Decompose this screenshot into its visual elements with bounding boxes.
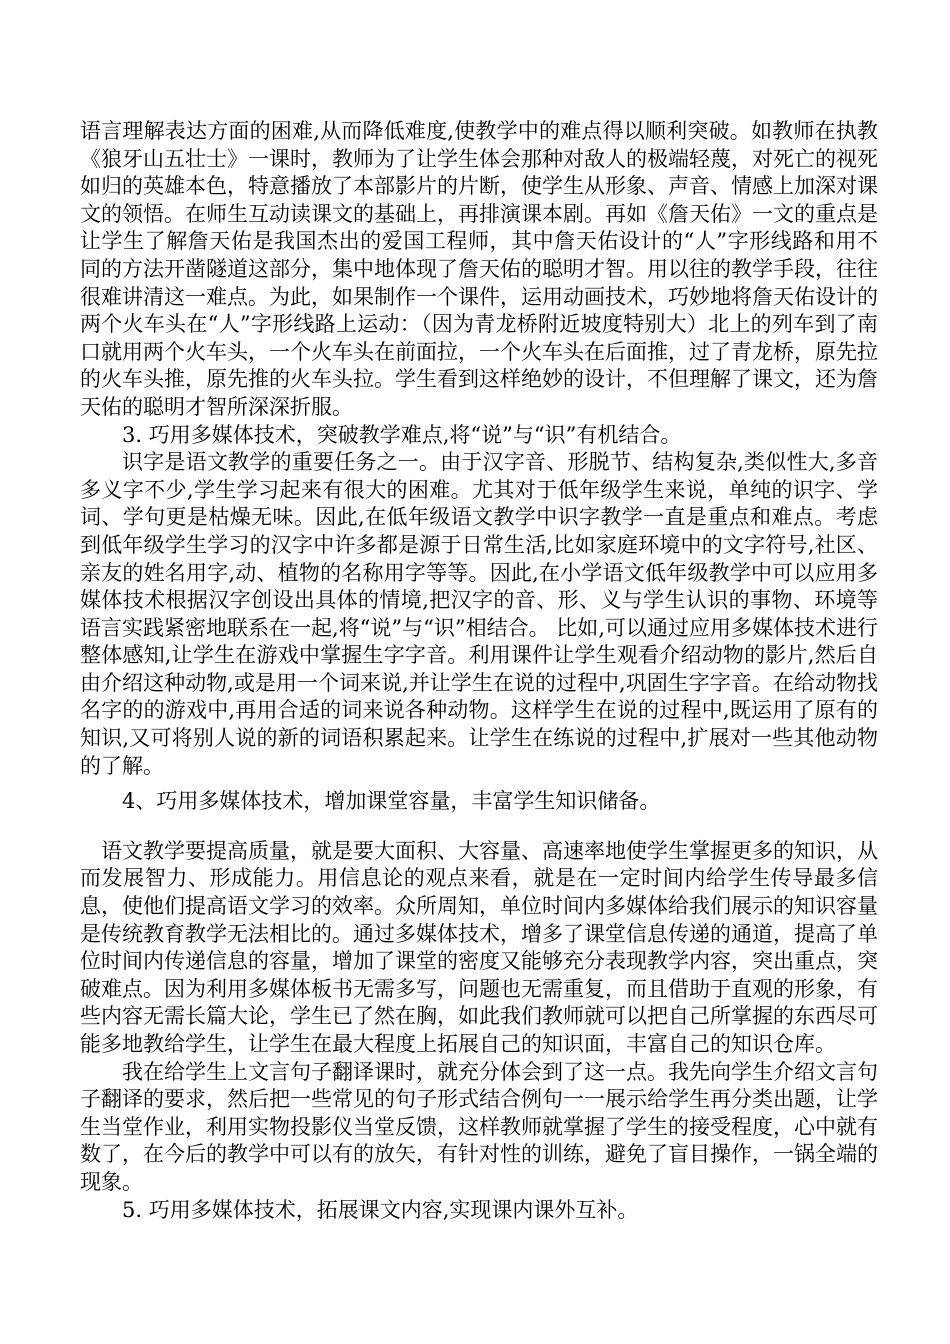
section-heading-3: 3. 巧用多媒体技术，突破教学难点,将“说”与“识”有机结合。	[122, 422, 682, 447]
paragraph-lunar-examples: 语言理解表达方面的困难,从而降低难度,使教学中的难点得以顺利突破。如教师在执教《狼牙山五壮士》一课时，教师为了让学生体会那种对敌人的极端轻蔑，对死亡的视死如归的英雄本色，特意播放了本部影片的片断，使学生从形象、声音、情感上加深对课文的领悟。在师生互动读课文的基础上，再排演课本剧。再如《詹天佑》一文的重点是让学生了解詹天佑是我国杰出的爱国工程师，其中詹天佑设计的“人”字形线路和用不同的方法开凿隧道这部分，集中地体现了詹天佑的聪明才智。用以往的教学手段，往往很难讲清这一难点。为此，如果制作一个课件，运用动画技术，巧妙地将詹天佑设计的两个火车头在“人”字形线路上运动：（因为青龙桥附近坡度特别大）北上的列车到了南口就用两个火车头，一个火车头在前面拉，一个火车头在后面推，过了青龙桥，原先拉的火车头推，原先推的火车头拉。学生看到这样绝妙的设计，不但理解了课文，还为詹天佑的聪明才智所深深折服。	[80, 119, 878, 419]
section-heading-5: 5. 巧用多媒体技术，拓展课文内容,实现课内课外互补。	[122, 1197, 639, 1222]
paragraph-capacity: 语文教学要提高质量，就是要大面积、大容量、高速率地使学生掌握更多的知识，从而发展智力、形成能力。用信息论的观点来看，就是在一定时间内给学生传导最多信息，使他们提高语文学习的效率。众所周知，单位时间内多媒体给我们展示的知识容量是传统教育教学无法相比的。通过多媒体技术，增多了课堂信息传递的通道，提高了单位时间内传递信息的容量，增加了课堂的密度又能够充分表现教学内容，突出重点，突破难点。因为利用多媒体板书无需多写，问题也无需重复，而且借助于直观的形象，有些内容无需长篇大论，学生已了然在胸，如此我们教师就可以把自己所掌握的东西尽可能多地教给学生，让学生在最大程度上拓展自己的知识面，丰富自己的知识仓库。	[80, 838, 878, 1056]
document-body	[80, 118, 878, 1224]
paragraph-literacy: 识字是语文教学的重要任务之一。由于汉字音、形脱节、结构复杂,类似性大,多音多义字不少,学生学习起来有很大的困难。尤其对于低年级学生来说，单纯的识字、学词、学句更是枯燥无味。因此,在低年级语文教学中识字教学一直是重点和难点。考虑到低年级学生学习的汉字中许多都是源于日常生活,比如家庭环境中的文字符号,社区、亲友的姓名用字,动、植物的名称用字等等。因此,在小学语文低年级教学中可以应用多媒体技术根据汉字创设出具体的情境,把汉字的音、形、义与学生认识的事物、环境等语言实践紧密地联系在一起,将“说”与“识”相结合。 比如,可以通过应用多媒体技术进行整体感知,让学生在游戏中掌握生字字音。利用课件让学生观看介绍动物的影片,然后自由介绍这种动物,或是用一个词来说,并让学生在说的过程中,巩固生字字音。在给动物找名字的的游戏中,再用合适的词来说各种动物。这样学生在说的过程中,既运用了原有的知识,又可将别人说的新的词语积累起来。让学生在练说的过程中,扩展对一些其他动物的了解。	[80, 450, 879, 778]
paragraph-classical-translation: 我在给学生上文言句子翻译课时，就充分体会到了这一点。我先向学生介绍文言句子翻译的要求，然后把一些常见的句子形式结合例句一一展示给学生再分类出题，让学生当堂作业，利用实物投影仪当堂反馈，这样教师就掌握了学生的接受程度，心中就有数了，在今后的教学中可以有的放矢，有针对性的训练，避免了盲目操作，一锅全端的现象。	[80, 1059, 878, 1194]
section-heading-4: 4、巧用多媒体技术，增加课堂容量，丰富学生知识储备。	[122, 789, 661, 814]
